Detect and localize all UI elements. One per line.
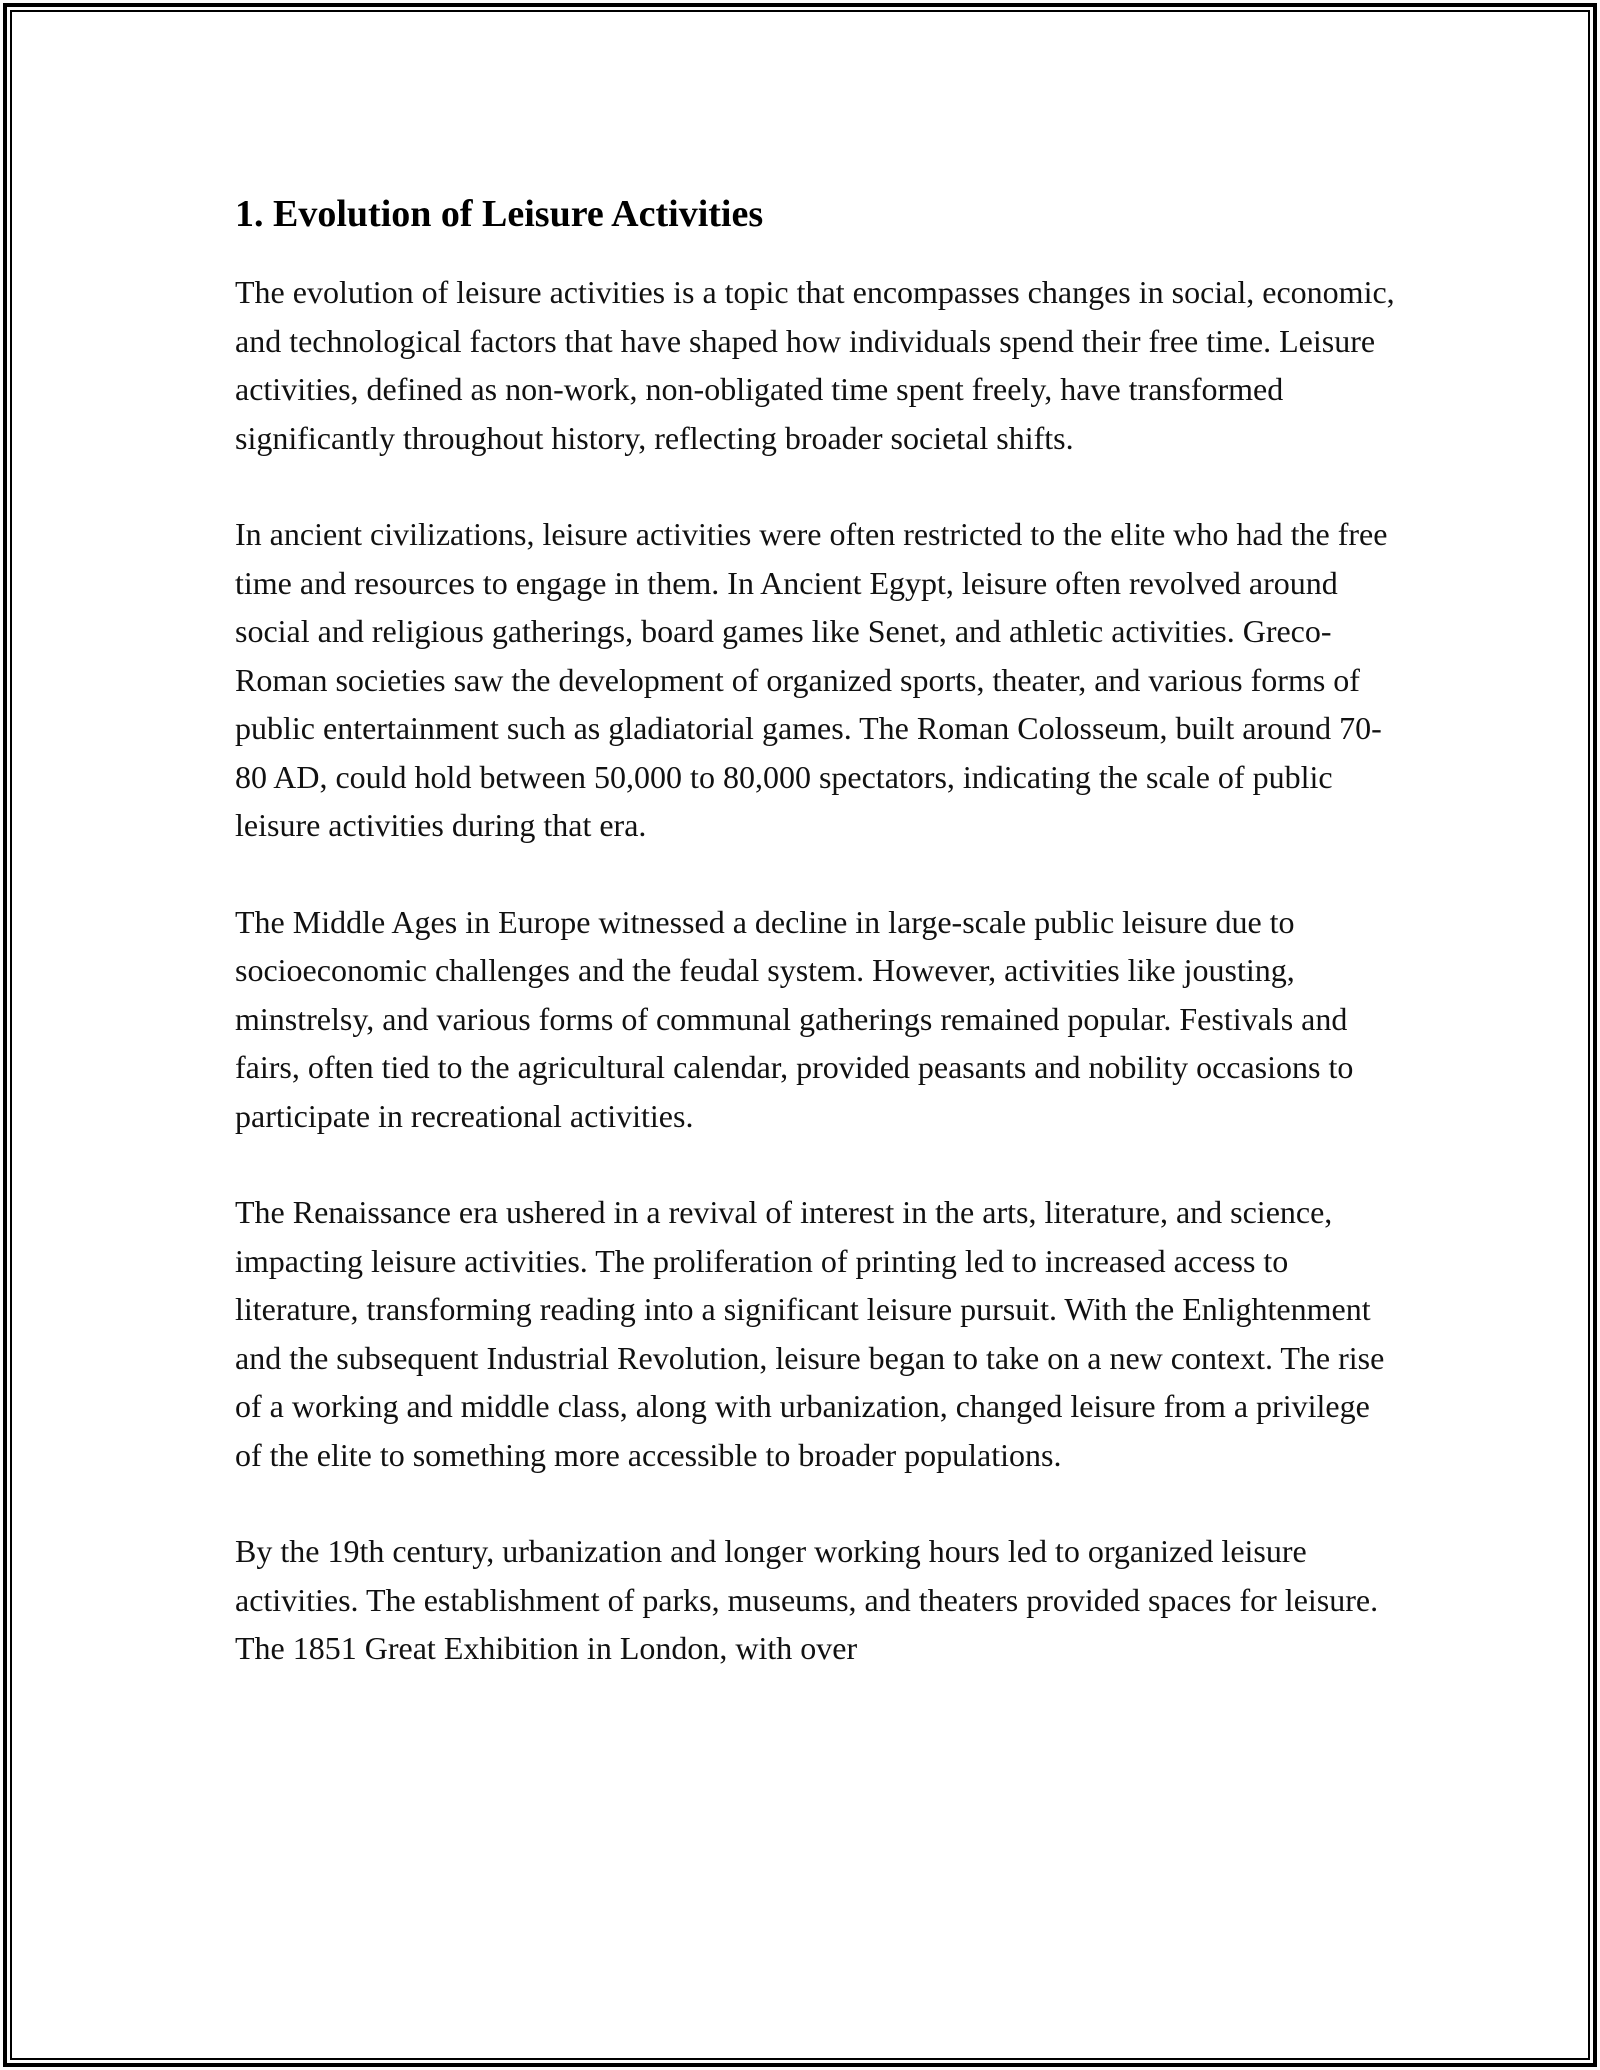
paragraph-middle-ages: The Middle Ages in Europe witnessed a decline in large-scale public leisure due to socioeconomic challenges and the feudal system. However, activities like jousting, minstrelsy, and various forms of communal gatherings remained popular. Festivals and fairs, often tied to the agricultural calendar, provided peasants and nobility occasions to participate in recreational activities. [235,903,1354,1134]
section-title: 1. Evolution of Leisure Activities [235,193,764,235]
paragraph-ancient-civilizations: In ancient civilizations, leisure activities were often restricted to the elite who had the free time and resources to engage in them. In Ancient Egypt, leisure often revolved around social and religious gatherings, board games like Senet, and athletic activities. Greco-Roman societies saw the development of organized sports, theater, and various forms of public entertainment such as gladiatorial games. The Roman Colosseum, built around 70-80 AD, could hold between 50,000 to 80,000 spectators, indicating the scale of public leisure activities during that era. [235,516,1388,843]
paragraph-19th-century: By the 19th century, urbanization and longer working hours led to organized leisure activities. The establishment of parks, museums, and theaters provided spaces for leisure. The 1851 Great Exhibition in London, with over [235,1533,1379,1666]
paragraph-renaissance: The Renaissance era ushered in a revival of interest in the arts, literature, and science, impacting leisure activities. The proliferation of printing led to increased access to literature, transforming reading into a significant leisure pursuit. With the Enlightenment and the subsequent Industrial Revolution, leisure began to take on a new context. The rise of a working and middle class, along with urbanization, changed leisure from a privilege of the elite to something more accessible to broader populations. [235,1194,1385,1473]
paragraph-introduction: The evolution of leisure activities is a topic that encompasses changes in social, economic, and technological factors that have shaped how individuals spend their free time. Leisure activities, defined as non-work, non-obligated time spent freely, have transformed significantly throughout history, reflecting broader societal shifts. [235,274,1395,456]
document-body [235,182,1395,1673]
